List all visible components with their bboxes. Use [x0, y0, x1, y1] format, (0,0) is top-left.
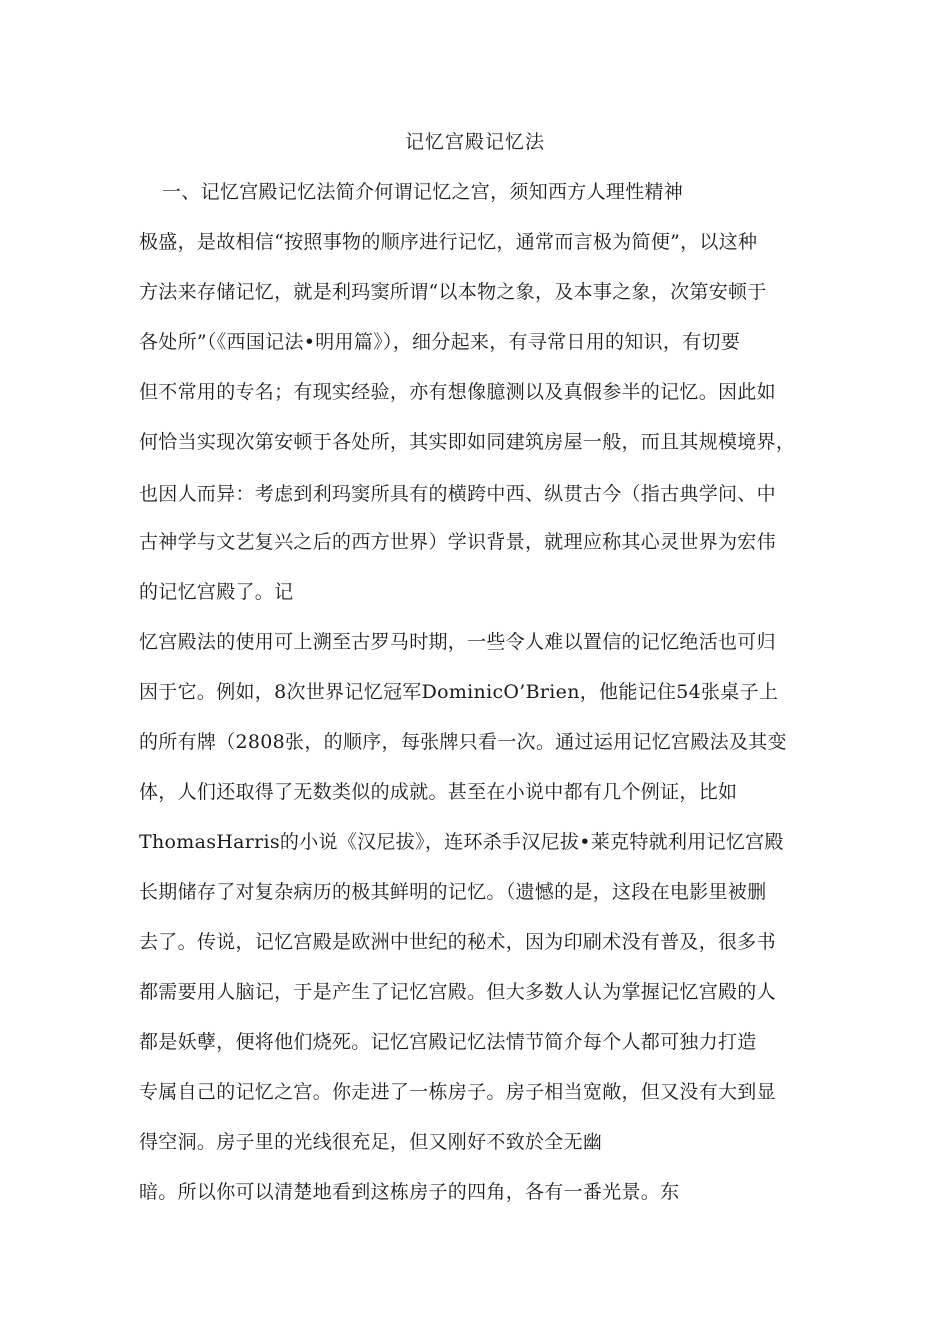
paragraph-line: 古神学与文艺复兴之后的西方世界）学识背景，就理应称其心灵世界为宏伟 — [139, 531, 776, 553]
paragraph-line: 都是妖孽，便将他们烧死。记忆宫殿记忆法情节简介每个人都可独力打造 — [139, 1031, 757, 1053]
paragraph-line: 忆宫殿法的使用可上溯至古罗马时期，一些令人难以置信的记忆绝活也可归 — [139, 631, 776, 653]
paragraph-line: 因于它。例如，8次世界记忆冠军DominicO’Brien，他能记住54张桌子上 — [139, 681, 779, 703]
paragraph-line: 方法来存储记忆，就是利玛窦所谓“以本物之象，及本事之象，次第安顿于 — [139, 281, 767, 303]
paragraph-line: 一、记忆宫殿记忆法简介何谓记忆之宫，须知西方人理性精神 — [162, 181, 684, 203]
paragraph-line: 体，人们还取得了无数类似的成就。甚至在小说中都有几个例证，比如 — [139, 781, 738, 803]
paragraph-line: 得空洞。房子里的光线很充足，但又刚好不致於全无幽 — [139, 1131, 603, 1153]
paragraph-line: 专属自己的记忆之宫。你走进了一栋房子。房子相当宽敞，但又没有大到显 — [139, 1081, 776, 1103]
paragraph-line: ThomasHarris的小说《汉尼拔》，连环杀手汉尼拔•莱克特就利用记忆宫殿 — [139, 831, 784, 853]
paragraph-line: 暗。所以你可以清楚地看到这栋房子的四角，各有一番光景。东 — [139, 1181, 680, 1203]
paragraph-line: 各处所”（《西国记法•明用篇》），细分起来，有寻常日用的知识，有切要 — [139, 331, 741, 353]
paragraph-line: 的记忆宫殿了。记 — [139, 581, 294, 603]
paragraph-line: 但不常用的专名；有现实经验，亦有想像臆测以及真假参半的记忆。因此如 — [139, 381, 776, 403]
paragraph-line: 都需要用人脑记，于是产生了记忆宫殿。但大多数人认为掌握记忆宫殿的人 — [139, 981, 776, 1003]
document-title: 记忆宫殿记忆法 — [404, 131, 545, 153]
paragraph-line: 极盛，是故相信“按照事物的顺序进行记忆，通常而言极为简便”，以这种 — [139, 231, 758, 253]
paragraph-line: 长期储存了对复杂病历的极其鲜明的记忆。（遗憾的是，这段在电影里被删 — [139, 881, 767, 903]
paragraph-line: 也因人而异：考虑到利玛窦所具有的横跨中西、纵贯古今（指古典学问、中 — [139, 483, 776, 505]
paragraph-line: 去了。传说，记忆宫殿是欧洲中世纪的秘术，因为印刷术没有普及，很多书 — [139, 931, 776, 953]
paragraph-line: 何恰当实现次第安顿于各处所，其实即如同建筑房屋一般，而且其规模境界， — [139, 431, 796, 453]
paragraph-line: 的所有牌（2808张，的顺序，每张牌只看一次。通过运用记忆宫殿法及其变 — [139, 731, 787, 753]
